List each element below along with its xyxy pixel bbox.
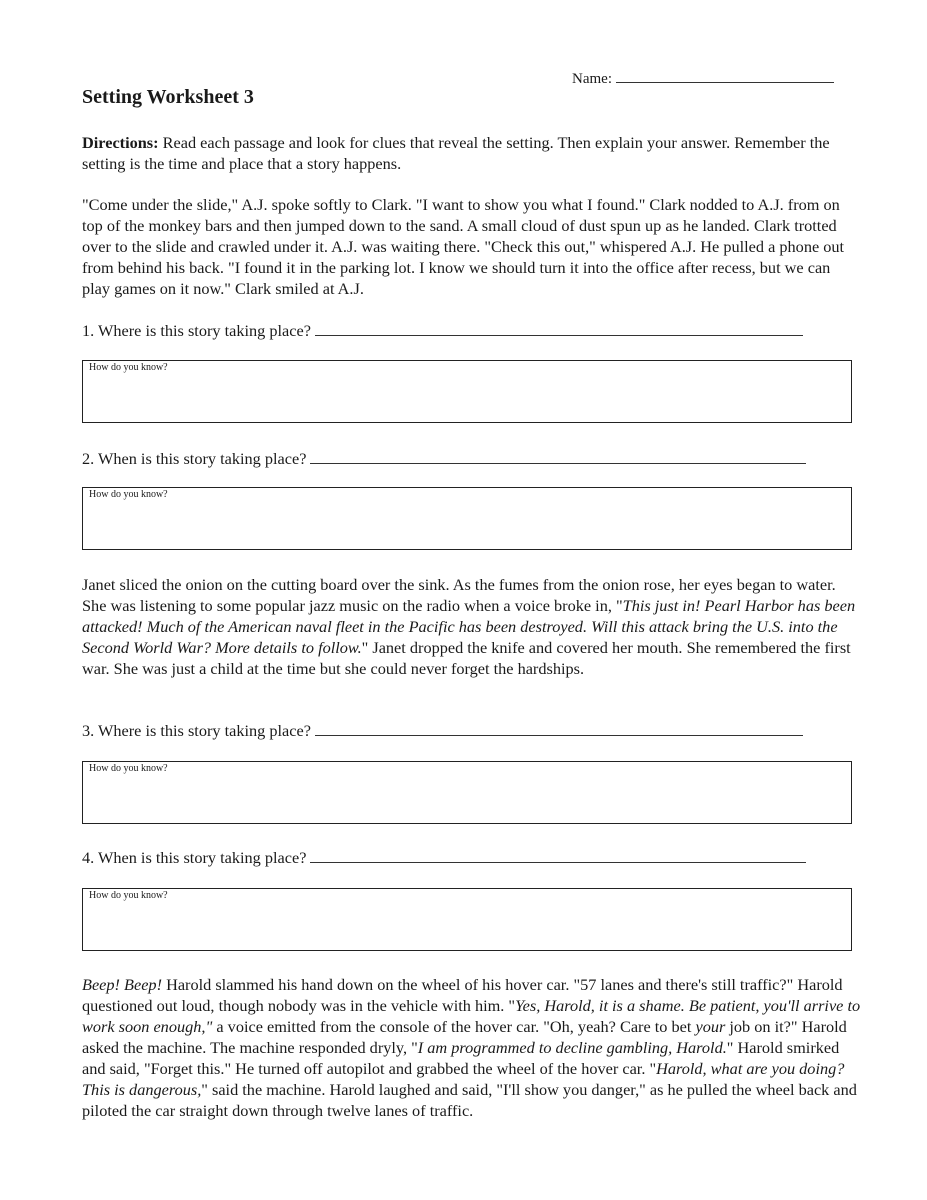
passage-3-text-1: Harold slammed his hand down on the wheel of his hover car. "57 lanes and there's still traffic?" Harold questioned out loud, though nobody was in the vehicle with him. " bbox=[82, 975, 843, 1015]
answer-box-4[interactable] bbox=[82, 888, 852, 951]
name-field bbox=[572, 68, 834, 88]
passage-3-italic-2: Yes, Harold, it is a shame. Be patient, you'll arrive to work soon enough," bbox=[82, 996, 861, 1036]
question-3 bbox=[82, 720, 803, 741]
passage-3-italic-5: Harold, what are you doing? This is dangerous, bbox=[82, 1059, 845, 1099]
passage-3-italic-3: your bbox=[695, 1017, 726, 1036]
directions-label: Directions: bbox=[82, 133, 159, 152]
passage-2-text-b: " Janet dropped the knife and covered her mouth. She remembered the first war. She was just a child at the time but she could never forget the hardships. bbox=[82, 638, 851, 678]
passage-3 bbox=[82, 974, 862, 1121]
question-2 bbox=[82, 448, 806, 469]
passage-3-italic-4: I am programmed to decline gambling, Harold. bbox=[417, 1038, 727, 1057]
answer-box-3-hint: How do you know? bbox=[89, 763, 168, 774]
question-2-answer-line[interactable] bbox=[310, 448, 806, 464]
passage-2-text-a: Janet sliced the onion on the cutting board over the sink. As the fumes from the onion rose, her eyes began to water. She was listening to some popular jazz music on the radio when a voice broke in, " bbox=[82, 575, 836, 615]
passage-2-radio-quote: This just in! Pearl Harbor has been attacked! Much of the American naval fleet in the Pacific has been destroyed. Will this attack bring the U.S. into the Second World War? More details to follow. bbox=[82, 596, 856, 657]
passage-2 bbox=[82, 574, 862, 679]
answer-box-3[interactable] bbox=[82, 761, 852, 824]
answer-box-1[interactable] bbox=[82, 360, 852, 423]
question-2-text: 2. When is this story taking place? bbox=[82, 449, 307, 468]
directions bbox=[82, 132, 862, 174]
question-4-answer-line[interactable] bbox=[310, 847, 806, 863]
passage-3-text-3: job on it?" Harold asked the machine. The machine responded dryly, " bbox=[82, 1017, 847, 1057]
question-4 bbox=[82, 847, 806, 868]
question-4-text: 4. When is this story taking place? bbox=[82, 848, 307, 867]
passage-3-italic-1: Beep! Beep! bbox=[82, 975, 162, 994]
answer-box-2[interactable] bbox=[82, 487, 852, 550]
passage-3-text-4: " Harold smirked and said, "Forget this." He turned off autopilot and grabbed the wheel of the hover car. " bbox=[82, 1038, 840, 1078]
answer-box-2-hint: How do you know? bbox=[89, 489, 168, 500]
passage-3-text-2: a voice emitted from the console of the hover car. "Oh, yeah? Care to bet bbox=[212, 1017, 696, 1036]
passage-1: "Come under the slide," A.J. spoke softly to Clark. "I want to show you what I found." Clark nodded to A.J. from on top of the monkey bars and then jumped down to the sand. A small cloud of dust spun up as he landed. Clark trotted over to the slide and crawled under it. A.J. was waiting there. "Check this out," whispered A.J. He pulled a phone out from behind his back. "I found it in the parking lot. I know we should turn it into the office after recess, but we can play games on it now." Clark smiled at A.J. bbox=[82, 195, 845, 298]
question-3-answer-line[interactable] bbox=[315, 720, 803, 736]
question-3-text: 3. Where is this story taking place? bbox=[82, 721, 311, 740]
question-1 bbox=[82, 320, 803, 341]
name-blank[interactable] bbox=[616, 68, 834, 83]
name-label: Name: bbox=[572, 71, 612, 87]
answer-box-4-hint: How do you know? bbox=[89, 890, 168, 901]
directions-text: Read each passage and look for clues that reveal the setting. Then explain your answer. Remember the setting is the time and place that a story happens. bbox=[82, 133, 830, 173]
worksheet-title: Setting Worksheet 3 bbox=[82, 86, 254, 108]
passage-3-text-5: " said the machine. Harold laughed and said, "I'll show you danger," as he pulled the wheel back and piloted the car straight down through twelve lanes of traffic. bbox=[82, 1080, 857, 1120]
question-1-answer-line[interactable] bbox=[315, 320, 803, 336]
question-1-text: 1. Where is this story taking place? bbox=[82, 321, 311, 340]
answer-box-1-hint: How do you know? bbox=[89, 362, 168, 373]
